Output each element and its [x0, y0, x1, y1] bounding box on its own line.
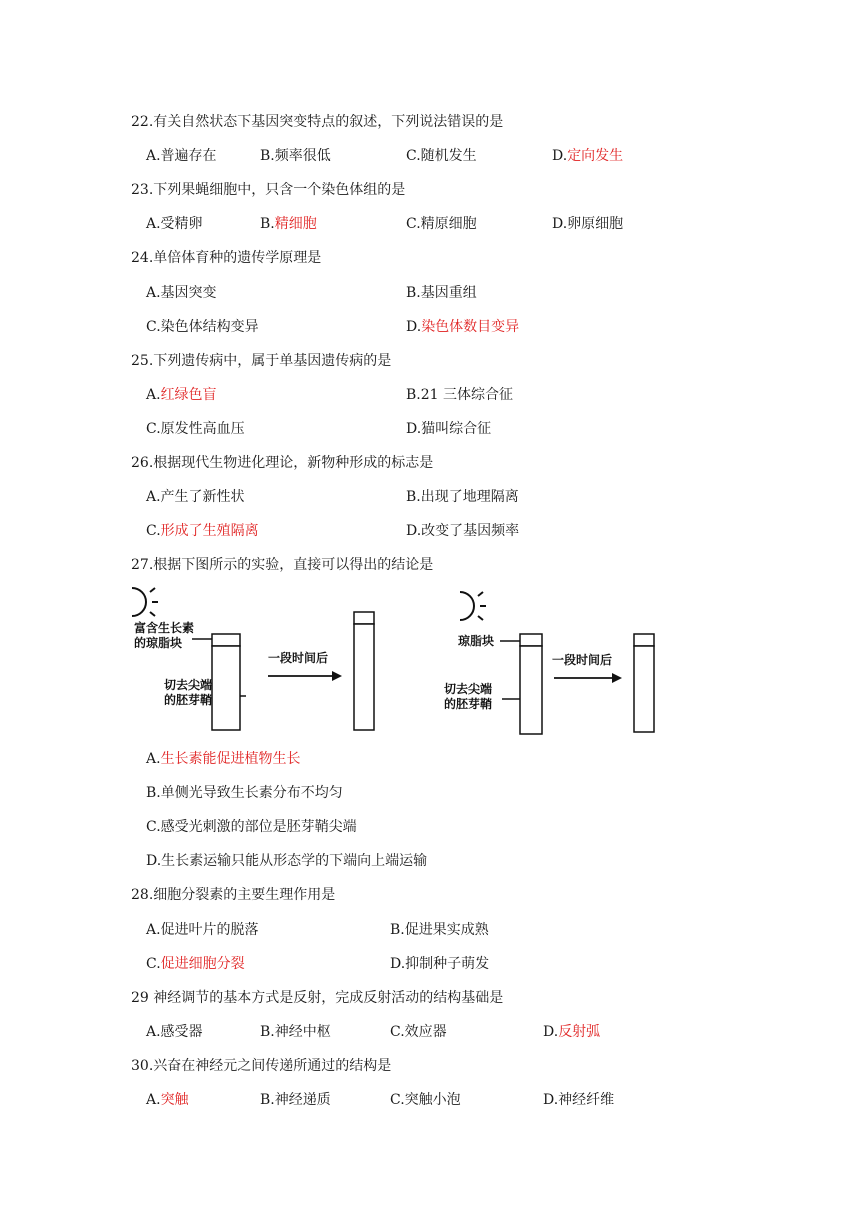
q23-option-b[interactable] — [260, 215, 317, 233]
coleoptile-left-after — [354, 624, 374, 730]
question-23-stem: 23.下列果蝇细胞中，只含一个染色体组的是 — [131, 182, 406, 198]
left-label-top-line2: 的琼脂块 — [134, 636, 183, 650]
question-26-stem: 26.根据现代生物进化理论，新物种形成的标志是 — [131, 455, 434, 471]
option-prefix: A. — [146, 751, 161, 767]
coleoptile-right-before — [520, 646, 542, 734]
option-prefix: C. — [146, 523, 161, 539]
q28-option-c[interactable] — [146, 955, 245, 973]
correct-answer: 精细胞 — [274, 216, 317, 232]
correct-answer: 突触 — [160, 1092, 189, 1108]
right-label-top: 琼脂块 — [458, 634, 495, 648]
correct-answer: 反射弧 — [558, 1024, 601, 1040]
correct-answer: 红绿色盲 — [160, 387, 217, 403]
question-28-stem: 28.细胞分裂素的主要生理作用是 — [131, 887, 336, 903]
q22-option-d[interactable] — [552, 147, 623, 165]
question-24-stem: 24.单倍体育种的遗传学原理是 — [131, 250, 322, 266]
q29-option-d[interactable] — [543, 1023, 600, 1041]
right-label-bottom-line2: 的胚芽鞘 — [444, 697, 493, 711]
q26-option-d[interactable]: D.改变了基因频率 — [406, 523, 520, 539]
correct-answer: 染色体数目变异 — [421, 319, 520, 335]
q29-option-a[interactable]: A.感受器 — [146, 1024, 203, 1040]
q27-option-d[interactable]: D.生长素运输只能从形态学的下端向上端运输 — [146, 853, 428, 869]
sun-icon-right — [460, 592, 486, 620]
agar-block-left-after — [354, 612, 374, 624]
option-prefix: D. — [552, 148, 568, 164]
option-prefix: A. — [146, 387, 161, 403]
q30-option-d[interactable]: D.神经纤维 — [543, 1092, 615, 1108]
option-prefix: D. — [406, 319, 422, 335]
option-prefix: C. — [146, 956, 161, 972]
question-29-stem: 29 神经调节的基本方式是反射，完成反射活动的结构基础是 — [131, 990, 504, 1006]
q30-option-b[interactable]: B.神经递质 — [260, 1092, 331, 1108]
q26-option-a[interactable]: A.产生了新性状 — [146, 489, 245, 505]
question-22-stem: 22.有关自然状态下基因突变特点的叙述，下列说法错误的是 — [131, 114, 504, 130]
left-label-bottom-line2: 的胚芽鞘 — [164, 693, 213, 707]
q26-option-b[interactable]: B.出现了地理隔离 — [406, 489, 519, 505]
option-prefix: B. — [260, 216, 275, 232]
sun-icon-left — [132, 588, 158, 616]
q22-option-c[interactable]: C.随机发生 — [406, 148, 477, 164]
left-label-bottom-line1: 切去尖端 — [164, 678, 213, 692]
correct-answer: 定向发生 — [567, 148, 624, 164]
question-25-stem: 25.下列遗传病中，属于单基因遗传病的是 — [131, 353, 392, 369]
q28-option-d[interactable]: D.抑制种子萌发 — [390, 956, 490, 972]
right-arrow-label: 一段时间后 — [552, 653, 613, 667]
q25-option-b[interactable]: B.21 三体综合征 — [406, 387, 514, 403]
q27-option-a[interactable] — [146, 750, 301, 768]
agar-block-right-after — [634, 634, 654, 646]
q25-option-a[interactable] — [146, 386, 217, 404]
agar-block-left-before — [212, 634, 240, 646]
correct-answer: 形成了生殖隔离 — [160, 523, 259, 539]
q29-option-b[interactable]: B.神经中枢 — [260, 1024, 331, 1040]
experiment-diagram — [128, 586, 668, 736]
question-27-stem: 27.根据下图所示的实验，直接可以得出的结论是 — [131, 557, 434, 573]
q27-option-b[interactable]: B.单侧光导致生长素分布不均匀 — [146, 785, 343, 801]
q27-option-c[interactable]: C.感受光刺激的部位是胚芽鞘尖端 — [146, 819, 357, 835]
q24-option-a[interactable]: A.基因突变 — [146, 285, 217, 301]
q23-option-a[interactable]: A.受精卵 — [146, 216, 203, 232]
q26-option-c[interactable] — [146, 522, 259, 540]
q23-option-d[interactable]: D.卵原细胞 — [552, 216, 624, 232]
correct-answer: 生长素能促进植物生长 — [160, 751, 301, 767]
q25-option-c[interactable]: C.原发性高血压 — [146, 421, 245, 437]
coleoptile-right-after — [634, 646, 654, 732]
right-label-bottom-line1: 切去尖端 — [444, 682, 493, 696]
q25-option-d[interactable]: D.猫叫综合征 — [406, 421, 492, 437]
coleoptile-left-before — [212, 646, 240, 730]
q22-option-b[interactable]: B.频率很低 — [260, 148, 331, 164]
q24-option-d[interactable] — [406, 318, 519, 336]
option-prefix: D. — [543, 1024, 559, 1040]
q24-option-c[interactable]: C.染色体结构变异 — [146, 319, 259, 335]
q29-option-c[interactable]: C.效应器 — [390, 1024, 447, 1040]
correct-answer: 促进细胞分裂 — [160, 956, 245, 972]
q30-option-c[interactable]: C.突触小泡 — [390, 1092, 461, 1108]
q28-option-b[interactable]: B.促进果实成熟 — [390, 922, 489, 938]
q22-option-a[interactable]: A.普遍存在 — [146, 148, 217, 164]
q28-option-a[interactable]: A.促进叶片的脱落 — [146, 922, 259, 938]
agar-block-right-before — [520, 634, 542, 646]
left-label-top-line1: 富含生长素 — [134, 621, 195, 635]
option-prefix: A. — [146, 1092, 161, 1108]
q23-option-c[interactable]: C.精原细胞 — [406, 216, 477, 232]
q30-option-a[interactable] — [146, 1091, 189, 1109]
question-30-stem: 30.兴奋在神经元之间传递所通过的结构是 — [131, 1058, 392, 1074]
q24-option-b[interactable]: B.基因重组 — [406, 285, 477, 301]
left-arrow-label: 一段时间后 — [268, 651, 329, 665]
